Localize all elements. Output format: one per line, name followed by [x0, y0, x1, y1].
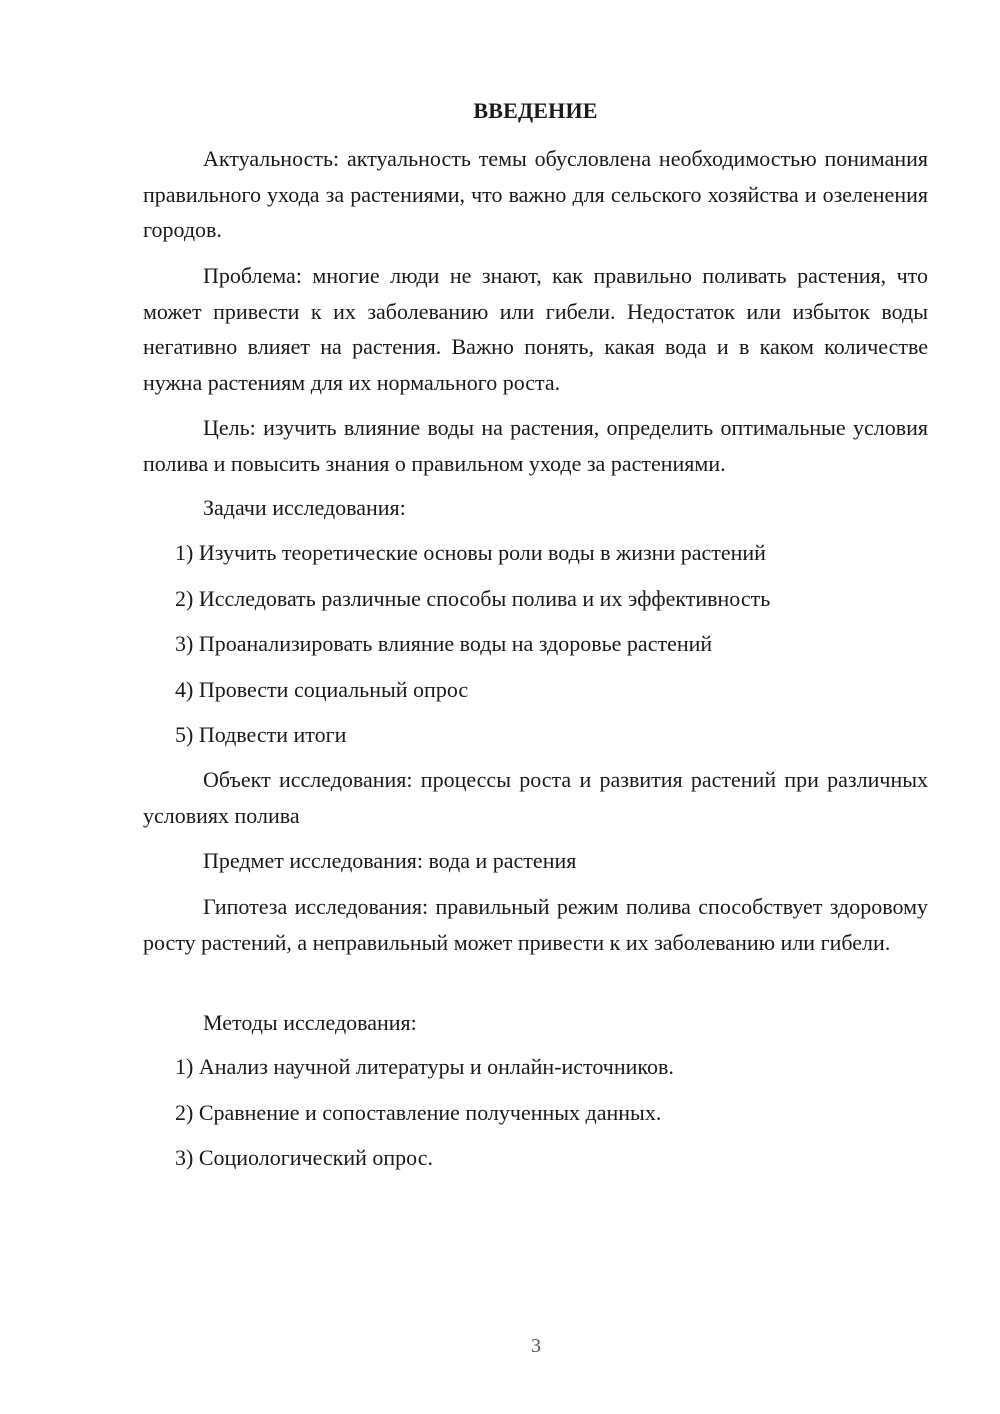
task-item-4: 4) Провести социальный опрос	[175, 677, 469, 702]
problem-paragraph: Проблема: многие люди не знают, как правильно поливать растения, что может привести к их заболеванию или гибели. Недостаток или избыток воды негативно влияет на растения. Важно понять, какая вода и в каком количестве нужна растениям для их нормального роста.	[143, 263, 928, 395]
task-item-1: 1) Изучить теоретические основы роли воды в жизни растений	[175, 540, 766, 565]
section-heading: ВВЕДЕНИЕ	[473, 98, 598, 123]
task-item-5: 5) Подвести итоги	[175, 722, 347, 747]
subject-paragraph: Предмет исследования: вода и растения	[203, 848, 577, 873]
hypothesis-paragraph: Гипотеза исследования: правильный режим полива способствует здоровому росту растений, а неправильный может привести к их заболеванию или гибели.	[143, 894, 928, 955]
methods-title: Методы исследования:	[203, 1010, 417, 1035]
task-item-3: 3) Проанализировать влияние воды на здоровье растений	[175, 631, 713, 656]
relevance-paragraph: Актуальность: актуальность темы обусловлена необходимостью понимания правильного ухода за растениями, что важно для сельского хозяйства и озеленения городов.	[143, 146, 928, 242]
object-paragraph: Объект исследования: процессы роста и развития растений при различных условиях полива	[143, 767, 928, 828]
tasks-title: Задачи исследования:	[203, 495, 406, 520]
method-item-2: 2) Сравнение и сопоставление полученных данных.	[175, 1100, 662, 1125]
page-number: 3	[531, 1335, 541, 1357]
task-item-2: 2) Исследовать различные способы полива и их эффективность	[175, 586, 771, 611]
goal-paragraph: Цель: изучить влияние воды на растения, определить оптимальные условия полива и повысить знания о правильном уходе за растениями.	[143, 415, 928, 476]
method-item-1: 1) Анализ научной литературы и онлайн-источников.	[175, 1054, 674, 1079]
method-item-3: 3) Социологический опрос.	[175, 1145, 433, 1170]
